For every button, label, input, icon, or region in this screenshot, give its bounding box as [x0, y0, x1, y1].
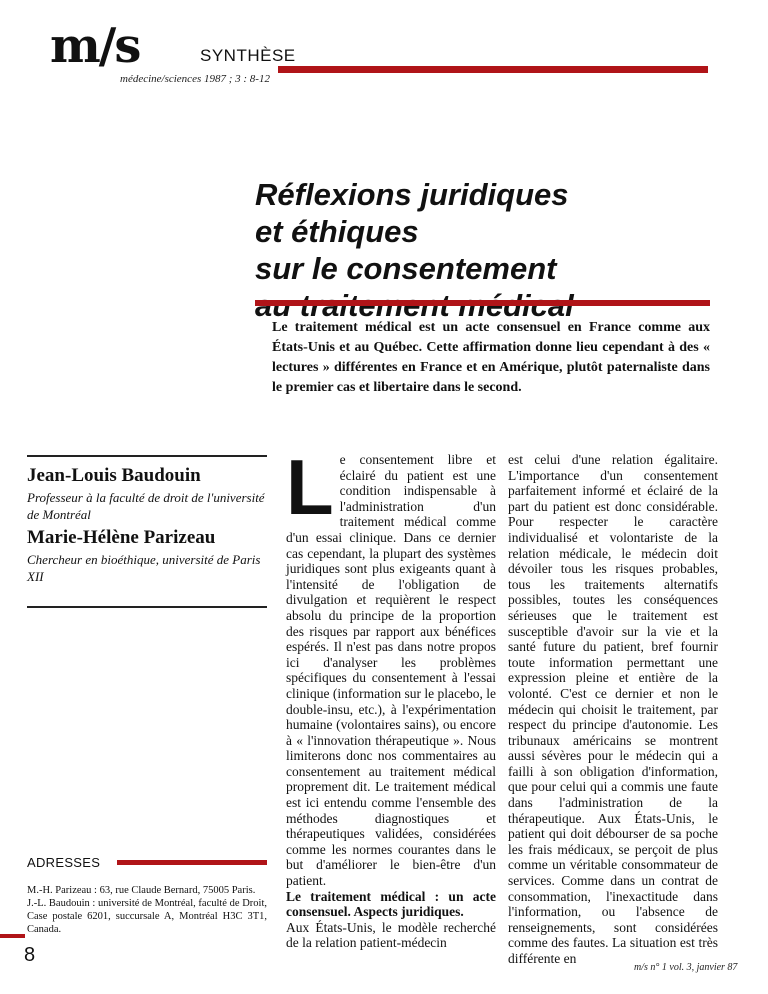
author-name: Marie-Hélène Parizeau [27, 527, 216, 548]
drop-cap: L [286, 443, 334, 531]
addresses-rule [117, 860, 267, 865]
addresses-text [27, 884, 267, 936]
title-line: et éthiques [255, 214, 419, 249]
authors-bottom-rule [27, 606, 267, 608]
author-block [27, 527, 272, 585]
section-rubric: SYNTHÈSE [200, 46, 296, 65]
body-column-2 [508, 452, 718, 967]
body-paragraph: est celui d'une relation égalitaire. L'importance d'un consentement parfaitement informé et éclairé de la part du patient est donc considérable. Pour respecter le caractère individualisé et volontariste de la relation médicale, le médecin doit dévoiler tous les risques probables, tous les traitements alternatifs possibles, toutes les conséquences sérieuses que le traitement est susceptible d'avoir sur la vie et la santé future du patient, bref fournir toute information permettant une expression pleine et entière de la volonté. C'est ce dernier et non le médecin qui choisit le traitement, par respect du principe d'autonomie. Les tribunaux américains se montrent aussi sévères pour le médecin qui a failli à son obligation d'information, que pour celui qui a commis une faute dans l'administration de la thérapeutique. Aux États-Unis, le patient qui doit débourser de sa poche les frais médicaux, se perçoit de plus comme un véritable consommateur de services. Comme dans un contrat de consommation, l'inexactitude dans l'information, ou l'absence de renseignements, sont considérées comme des fautes. La situation est très différente en [508, 452, 718, 966]
addresses-heading: ADRESSES [27, 855, 101, 870]
footer-citation: m/s n° 1 vol. 3, janvier 87 [634, 962, 738, 973]
journal-logo: m/s [50, 18, 140, 74]
body-paragraph: e consentement libre et éclairé du patient est une condition indispensable à l'administration d'un traitement médical comme d'un essai clinique. Dans ce dernier cas cependant, la plupart des systèmes juridiques sont plus exigeants quant à l'intensité de l'obligation de divulgation et requièrent le respect absolu du principe de la proportion des risques par rapport aux bénéfices espérés. Il n'est pas dans notre propos ici d'analyser les problèmes spécifiques du consentement à l'essai clinique (information sur le placebo, le double-insu, etc.), à l'expérimentation humaine (volontaires sains), ou encore à « l'innovation thérapeutique ». Nous limiterons donc nos commentaires au consentement au traitement médical proprement dit. Le traitement médical est ici entendu comme l'ensemble des méthodes diagnostiques et thérapeutiques validées, considérées comme les normes courantes dans le but d'améliorer le bien-être d'un patient. [286, 452, 496, 889]
lead-paragraph: Le traitement médical est un acte consensuel en France comme aux États-Unis et au Québec. Cette affirmation donne lieu cependant à des « lectures » différentes en France et en Amérique, plutôt paternaliste dans le premier cas et libertaire dans le second. [272, 320, 710, 395]
author-affiliation: Chercheur en bioéthique, université de Paris XII [27, 552, 261, 584]
address-line: M.-H. Parizeau : 63, rue Claude Bernard, 75005 Paris. [27, 885, 256, 896]
page-number: 8 [24, 944, 36, 966]
section-subheading: Le traitement médical : un acte consensuel. Aspects juridiques. [286, 888, 496, 920]
title-line: sur le consentement [255, 251, 557, 286]
authors-top-rule [27, 455, 267, 457]
body-paragraph: Aux États-Unis, le modèle recherché de la relation patient-médecin [286, 919, 496, 951]
author-name: Jean-Louis Baudouin [27, 465, 201, 486]
author-block [27, 465, 272, 523]
body-column-1 [286, 443, 496, 951]
title-line: Réflexions juridiques [255, 177, 569, 212]
header-rule [278, 66, 708, 73]
page-marker [0, 934, 25, 938]
journal-citation: médecine/sciences 1987 ; 3 : 8-12 [120, 73, 270, 85]
author-affiliation: Professeur à la faculté de droit de l'université de Montréal [27, 490, 265, 522]
title-rule [255, 300, 710, 306]
address-line: J.-L. Baudouin : université de Montréal, faculté de Droit, Case postale 6201, succursale A, Montréal H3C 3T1, Canada. [27, 898, 267, 935]
